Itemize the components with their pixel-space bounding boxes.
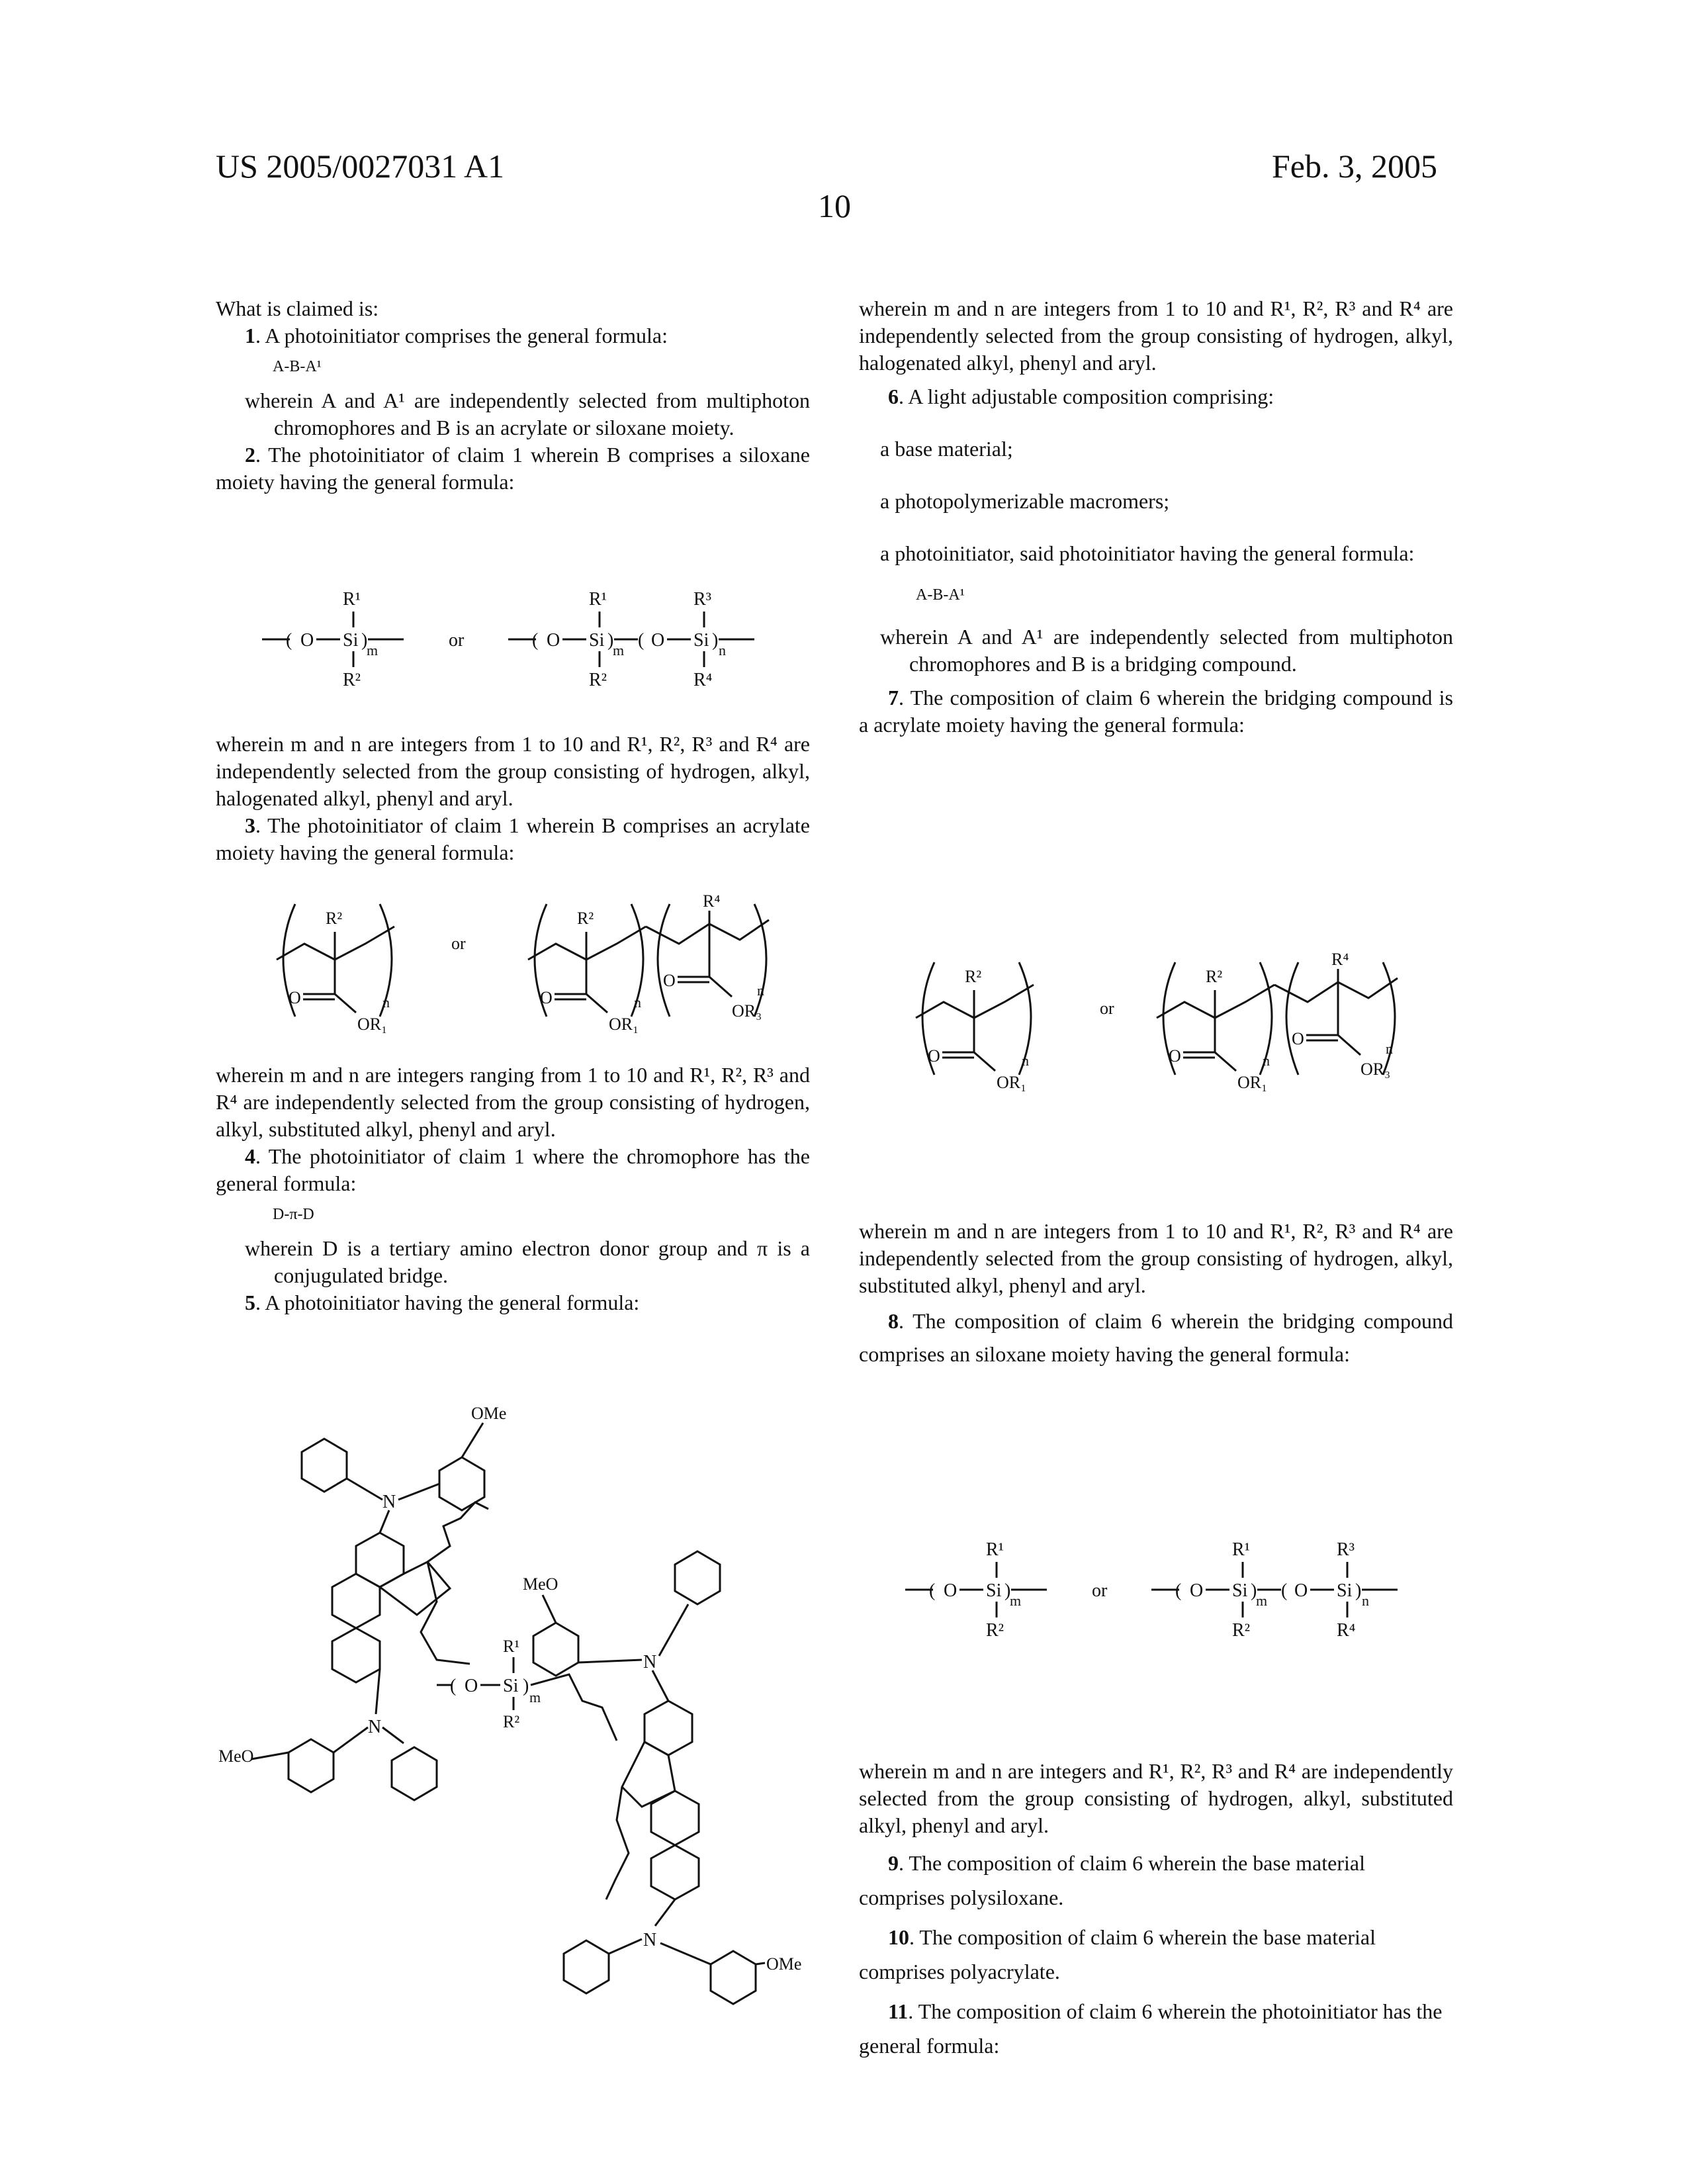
bond xyxy=(335,994,356,1013)
siloxane-formula-right xyxy=(905,1533,1448,1652)
methoxyphenyl-ring xyxy=(289,1739,334,1792)
close-paren: ) xyxy=(607,630,613,651)
r2-label: R² xyxy=(1232,1620,1250,1641)
claim-6-wherein: wherein A and A¹ are independently selected from multiphoton chromophores and B is a bridging compound. xyxy=(880,623,1453,678)
silicon-atom: Si xyxy=(589,630,605,651)
bracket xyxy=(1286,962,1298,1075)
subscript-m: m xyxy=(1256,1592,1267,1609)
claim-6-item-photoinitiator: a photoinitiator, said photoinitiator having the general formula: xyxy=(859,540,1453,567)
bond xyxy=(660,1943,711,1964)
claim-7 xyxy=(859,684,1453,739)
or-label: or xyxy=(1100,999,1114,1018)
bond xyxy=(382,1727,404,1743)
page-number: 10 xyxy=(818,187,851,225)
r1-label: R¹ xyxy=(1232,1539,1250,1560)
subscript-n: n xyxy=(719,642,726,659)
r2-label: R² xyxy=(589,670,607,690)
claim-7-wherein: wherein m and n are integers from 1 to 10 and R¹, R², R³ and R⁴ are independently selected from the group consisting of hydrogen, alkyl, substituted alkyl, phenyl and aryl. xyxy=(859,1218,1453,1299)
bond xyxy=(1338,1035,1360,1055)
acrylate-mono xyxy=(916,962,1034,1092)
or1-label: OR₁ xyxy=(997,1073,1026,1092)
open-paren: ( xyxy=(1281,1580,1287,1601)
nitrogen-atom: N xyxy=(368,1717,381,1737)
bracket xyxy=(658,904,670,1017)
oxygen-atom: O xyxy=(465,1676,478,1696)
fluorene-five-ring xyxy=(622,1742,675,1807)
claim-number: 1 xyxy=(245,324,255,347)
r2-label: R² xyxy=(343,670,361,690)
phenyl-ring xyxy=(675,1551,720,1604)
r1-label: R¹ xyxy=(986,1539,1004,1560)
r4-label: R⁴ xyxy=(1337,1620,1355,1641)
claim-number: 8 xyxy=(888,1309,899,1333)
formula-a-b-a1: A-B-A¹ xyxy=(916,582,1453,609)
right-column xyxy=(859,295,1453,739)
claim-10 xyxy=(859,1920,1453,1989)
silicon-atom: Si xyxy=(693,630,709,651)
bond xyxy=(347,1479,382,1500)
bracket xyxy=(754,904,766,1017)
siloxane-formula-left xyxy=(262,582,805,702)
bracket xyxy=(1383,962,1395,1075)
silicon-atom: Si xyxy=(986,1580,1002,1601)
fluorene-five-ring xyxy=(380,1562,450,1615)
subscript-m: m xyxy=(367,642,378,659)
claim-number: 5 xyxy=(245,1291,255,1314)
claim-text: . A photoinitiator comprises the general formula: xyxy=(255,324,668,347)
subscript-m: m xyxy=(1010,1592,1021,1609)
acrylate-copoly xyxy=(1157,950,1398,1092)
r2-label: R² xyxy=(1206,967,1222,986)
r2-label: R² xyxy=(503,1712,519,1731)
left-column-2 xyxy=(216,731,810,866)
allyl-chain xyxy=(606,1787,629,1899)
close-paren: ) xyxy=(1251,1580,1257,1601)
claim-6-item-base: a base material; xyxy=(859,435,1453,463)
acrylate-formula-left xyxy=(271,897,814,1050)
siloxane-mono xyxy=(905,1539,1047,1641)
ome-label: OMe xyxy=(766,1954,801,1974)
fluorene-ring xyxy=(651,1845,699,1899)
oxygen-atom: O xyxy=(651,630,664,651)
oxygen-atom: O xyxy=(1190,1580,1203,1601)
silicon-atom: Si xyxy=(1232,1580,1248,1601)
subscript-n: n xyxy=(1022,1052,1029,1069)
bond xyxy=(586,994,607,1013)
claim-3-wherein: wherein m and n are integers ranging from 1 to 10 and R¹, R², R³ and R⁴ are independently selected from the group consisting of hydrogen, alkyl, substituted alkyl, phenyl and aryl. xyxy=(216,1062,810,1143)
claim-4 xyxy=(216,1143,810,1197)
fluorene-ring xyxy=(651,1791,699,1845)
open-paren: ( xyxy=(532,630,538,651)
left-column-3 xyxy=(216,1062,810,1316)
claim-number: 4 xyxy=(245,1144,255,1168)
methoxyphenyl-ring xyxy=(439,1457,484,1510)
bond xyxy=(462,1423,483,1457)
publication-date: Feb. 3, 2005 xyxy=(1272,147,1437,185)
claim-8-wherein: wherein m and n are integers and R¹, R², R³ and R⁴ are independently selected from the group consisting of hydrogen, alkyl, substituted alkyl, phenyl and aryl. xyxy=(859,1758,1453,1839)
oxygen-atom: O xyxy=(547,630,560,651)
or-label: or xyxy=(449,630,465,651)
oxygen-atom: O xyxy=(540,988,553,1007)
or1-label: OR₁ xyxy=(1237,1073,1267,1092)
r4-label: R⁴ xyxy=(1331,950,1349,969)
formula-d-pi-d: D-π-D xyxy=(273,1201,810,1228)
claim-text: . The photoinitiator of claim 1 where the chromophore has the general formula: xyxy=(216,1144,810,1195)
claim-2 xyxy=(216,441,810,496)
oxygen-atom: O xyxy=(663,971,676,990)
methoxyphenyl-ring xyxy=(711,1951,756,2004)
bond xyxy=(251,1752,289,1759)
claim-text: . The composition of claim 6 wherein the photoinitiator has the general formula: xyxy=(859,1999,1442,2058)
acrylate-formula-right xyxy=(911,956,1453,1108)
or3-label: OR₃ xyxy=(732,1001,762,1021)
silicon-atom: Si xyxy=(343,630,359,651)
bond xyxy=(709,977,732,997)
bond xyxy=(974,1052,995,1071)
r1-label: R¹ xyxy=(503,1637,519,1656)
meo-label: MeO xyxy=(218,1747,253,1766)
or-label: or xyxy=(451,934,466,953)
claim-text: . The composition of claim 6 wherein the bridging compound is a acrylate moiety having the general formula: xyxy=(859,686,1453,737)
r4-label: R⁴ xyxy=(703,891,720,911)
bond xyxy=(334,1727,368,1752)
open-paren: ( xyxy=(929,1580,935,1601)
oxygen-atom: O xyxy=(289,988,301,1007)
bond xyxy=(652,1670,668,1701)
bond xyxy=(659,1604,688,1656)
claim-text: . The photoinitiator of claim 1 wherein B comprises an acrylate moiety having the general formula: xyxy=(216,813,810,864)
oxygen-atom: O xyxy=(1169,1046,1181,1066)
subscript-n: n xyxy=(1362,1592,1369,1609)
close-paren: ) xyxy=(1004,1580,1010,1601)
backbone xyxy=(1274,978,1398,1002)
claims-intro: What is claimed is: xyxy=(216,295,810,322)
bond xyxy=(398,1484,439,1500)
silicon-atom: Si xyxy=(503,1676,519,1696)
claim-6 xyxy=(859,383,1453,410)
silicon-atom: Si xyxy=(1337,1580,1353,1601)
oxygen-atom: O xyxy=(944,1580,957,1601)
claim-text: . A light adjustable composition comprising: xyxy=(899,385,1274,408)
or3-label: OR₃ xyxy=(1360,1060,1390,1079)
claim-number: 2 xyxy=(245,443,255,467)
bond xyxy=(543,1595,556,1623)
claim-text: . The composition of claim 6 wherein the bridging compound comprises an siloxane moiety having the general formula: xyxy=(859,1309,1453,1366)
left-column xyxy=(216,295,810,496)
open-paren: ( xyxy=(286,630,292,651)
nitrogen-atom: N xyxy=(382,1492,396,1512)
claim-number: 3 xyxy=(245,813,255,837)
oxygen-atom: O xyxy=(928,1046,940,1066)
claim-2-wherein: wherein m and n are integers from 1 to 10 and R¹, R², R³ and R⁴ are independently selected from the group consisting of hydrogen, alkyl, halogenated alkyl, phenyl and aryl. xyxy=(216,731,810,812)
or1-label: OR₁ xyxy=(357,1015,387,1034)
nitrogen-atom: N xyxy=(643,1930,656,1950)
claim-6-item-macromers: a photopolymerizable macromers; xyxy=(859,488,1453,515)
claim-text: . The photoinitiator of claim 1 wherein B comprises a siloxane moiety having the general formula: xyxy=(216,443,810,494)
claim-number: 6 xyxy=(888,385,899,408)
acrylate-mono xyxy=(277,904,394,1034)
photoinitiator-structure xyxy=(212,1396,807,2012)
methoxyphenyl-ring xyxy=(533,1623,578,1676)
siloxane-copoly xyxy=(1151,1539,1398,1641)
claim-number: 11 xyxy=(888,1999,908,2023)
bond xyxy=(578,1660,642,1662)
claim-8 xyxy=(859,1304,1453,1371)
formula-a-b-a1: A-B-A¹ xyxy=(273,353,810,381)
claim-11 xyxy=(859,1994,1453,2063)
claim-9 xyxy=(859,1846,1453,1915)
meo-label: MeO xyxy=(523,1574,558,1594)
close-paren: ) xyxy=(523,1676,529,1696)
r2-label: R² xyxy=(326,909,342,928)
siloxane-mono xyxy=(262,589,404,690)
r3-label: R³ xyxy=(693,589,711,610)
siloxane-copoly xyxy=(508,589,754,690)
subscript-n: n xyxy=(1386,1040,1393,1057)
r2-label: R² xyxy=(965,967,981,986)
bond xyxy=(609,1939,642,1954)
bond xyxy=(756,1963,765,1964)
open-paren: ( xyxy=(638,630,644,651)
r1-label: R¹ xyxy=(589,589,607,610)
claim-4-wherein: wherein D is a tertiary amino electron donor group and π is a conjugulated bridge. xyxy=(245,1235,810,1289)
bond xyxy=(380,1510,389,1533)
right-column-3 xyxy=(859,1758,1453,2063)
allyl-chain xyxy=(427,1502,488,1562)
r2-label: R² xyxy=(577,909,594,928)
fluorene-ring xyxy=(332,1628,380,1682)
phenyl-ring xyxy=(392,1747,437,1800)
subscript-n: n xyxy=(1263,1052,1270,1069)
oxygen-atom: O xyxy=(300,630,314,651)
propyl-chain xyxy=(531,1674,617,1741)
or1-label: OR₁ xyxy=(609,1015,639,1034)
acrylate-copoly xyxy=(528,891,769,1034)
claim-text: . A photoinitiator having the general formula: xyxy=(255,1291,639,1314)
claim-5-wherein: wherein m and n are integers from 1 to 10 and R¹, R², R³ and R⁴ are independently selected from the group consisting of hydrogen, alkyl, halogenated alkyl, phenyl and aryl. xyxy=(859,295,1453,377)
phenyl-ring xyxy=(302,1439,347,1492)
fluorene-ring xyxy=(332,1574,380,1628)
close-paren: ) xyxy=(1355,1580,1361,1601)
r1-label: R¹ xyxy=(343,589,361,610)
phenyl-ring xyxy=(564,1940,609,1993)
bond xyxy=(655,1899,675,1926)
claim-number: 7 xyxy=(888,686,899,709)
claim-3 xyxy=(216,812,810,866)
right-column-2 xyxy=(859,1218,1453,1371)
nitrogen-atom: N xyxy=(643,1652,656,1672)
open-paren: ( xyxy=(1175,1580,1181,1601)
backbone xyxy=(646,920,769,944)
claim-5 xyxy=(216,1289,810,1316)
subscript-n: n xyxy=(757,982,764,999)
close-paren: ) xyxy=(712,630,718,651)
propyl-chain xyxy=(421,1562,470,1664)
oxygen-atom: O xyxy=(1294,1580,1308,1601)
claim-1 xyxy=(216,322,810,349)
ome-label: OMe xyxy=(471,1404,506,1423)
open-paren: ( xyxy=(450,1676,456,1696)
oxygen-atom: O xyxy=(1292,1029,1304,1048)
subscript-m: m xyxy=(529,1689,541,1706)
r4-label: R⁴ xyxy=(693,670,712,690)
bond xyxy=(376,1669,380,1714)
subscript-m: m xyxy=(613,642,624,659)
claim-1-wherein: wherein A and A¹ are independently selected from multiphoton chromophores and B is an acrylate or siloxane moiety. xyxy=(245,387,810,441)
r2-label: R² xyxy=(986,1620,1004,1641)
or-label: or xyxy=(1092,1580,1108,1601)
subscript-n: n xyxy=(634,994,641,1011)
bond xyxy=(1215,1052,1236,1071)
close-paren: ) xyxy=(361,630,367,651)
claim-number: 10 xyxy=(888,1925,909,1949)
patent-number: US 2005/0027031 A1 xyxy=(216,147,504,185)
subscript-n: n xyxy=(382,994,390,1011)
claim-number: 9 xyxy=(888,1851,899,1875)
r3-label: R³ xyxy=(1337,1539,1355,1560)
claim-text: . The composition of claim 6 wherein the base material comprises polysiloxane. xyxy=(859,1851,1365,1909)
claim-text: . The composition of claim 6 wherein the base material comprises polyacrylate. xyxy=(859,1925,1376,1983)
